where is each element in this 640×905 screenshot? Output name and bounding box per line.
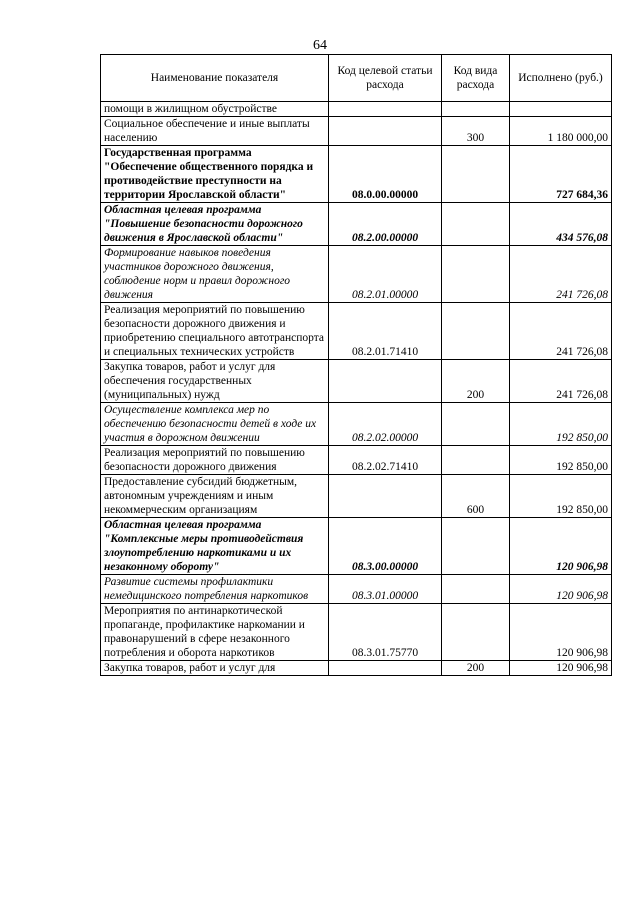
row-code-cell	[329, 475, 442, 518]
header-code: Код целевой статьи расхода	[329, 55, 442, 102]
row-code-cell: 08.2.01.00000	[329, 246, 442, 303]
row-sum-cell: 1 180 000,00	[510, 117, 612, 146]
row-name-cell: Реализация мероприятий по повышению безопасности дорожного движения	[101, 446, 329, 475]
header-name: Наименование показателя	[101, 55, 329, 102]
table-row	[101, 575, 612, 604]
row-code-cell: 08.2.02.71410	[329, 446, 442, 475]
header-sum: Исполнено (руб.)	[510, 55, 612, 102]
row-code-cell	[329, 117, 442, 146]
table-row	[101, 117, 612, 146]
row-sum-cell: 241 726,08	[510, 303, 612, 360]
row-vid-cell	[442, 146, 510, 203]
table-row	[101, 146, 612, 203]
row-sum-cell: 241 726,08	[510, 246, 612, 303]
table-row	[101, 403, 612, 446]
table-row	[101, 203, 612, 246]
row-sum-cell: 727 684,36	[510, 146, 612, 203]
table-body	[101, 102, 612, 676]
row-vid-cell	[442, 446, 510, 475]
row-sum-cell	[510, 102, 612, 117]
table-header-row	[101, 55, 612, 102]
page-number: 64	[313, 38, 327, 53]
budget-table	[100, 54, 612, 676]
row-sum-cell: 120 906,98	[510, 518, 612, 575]
row-name-cell: Закупка товаров, работ и услуг для обеспечения государственных (муниципальных) нужд	[101, 360, 329, 403]
row-code-cell	[329, 661, 442, 676]
table-row	[101, 446, 612, 475]
row-vid-cell	[442, 102, 510, 117]
table-row	[101, 246, 612, 303]
row-sum-cell: 120 906,98	[510, 575, 612, 604]
row-name-cell: Областная целевая программа "Повышение безопасности дорожного движения в Ярославской области"	[101, 203, 329, 246]
row-vid-cell	[442, 604, 510, 661]
row-sum-cell: 434 576,08	[510, 203, 612, 246]
header-vid: Код вида расхода	[442, 55, 510, 102]
row-code-cell: 08.3.01.00000	[329, 575, 442, 604]
row-code-cell	[329, 360, 442, 403]
row-vid-cell	[442, 518, 510, 575]
row-name-cell: помощи в жилищном обустройстве	[101, 102, 329, 117]
row-name-cell: Мероприятия по антинаркотической пропаганде, профилактике наркомании и правонарушений в сфере незаконного потребления и оборота наркотиков	[101, 604, 329, 661]
row-code-cell: 08.3.00.00000	[329, 518, 442, 575]
table-row	[101, 360, 612, 403]
row-sum-cell: 192 850,00	[510, 403, 612, 446]
table-row	[101, 661, 612, 676]
row-vid-cell	[442, 246, 510, 303]
row-sum-cell: 120 906,98	[510, 661, 612, 676]
row-code-cell: 08.3.01.75770	[329, 604, 442, 661]
row-vid-cell	[442, 403, 510, 446]
row-code-cell: 08.2.00.00000	[329, 203, 442, 246]
row-sum-cell: 192 850,00	[510, 446, 612, 475]
row-name-cell: Предоставление субсидий бюджетным, автономным учреждениям и иным некоммерческим организациям	[101, 475, 329, 518]
row-name-cell: Развитие системы профилактики немедицинского потребления наркотиков	[101, 575, 329, 604]
row-code-cell: 08.2.02.00000	[329, 403, 442, 446]
row-name-cell: Областная целевая программа "Комплексные меры противодействия злоупотреблению наркотиками и их незаконному обороту"	[101, 518, 329, 575]
row-name-cell: Закупка товаров, работ и услуг для	[101, 661, 329, 676]
row-vid-cell	[442, 203, 510, 246]
row-name-cell: Реализация мероприятий по повышению безопасности дорожного движения и приобретению специального автотранспорта и специальных технических устройств	[101, 303, 329, 360]
row-name-cell: Формирование навыков поведения участников дорожного движения, соблюдение норм и правил дорожного движения	[101, 246, 329, 303]
row-sum-cell: 241 726,08	[510, 360, 612, 403]
row-vid-cell: 300	[442, 117, 510, 146]
row-vid-cell: 200	[442, 360, 510, 403]
table-row	[101, 475, 612, 518]
row-sum-cell: 120 906,98	[510, 604, 612, 661]
row-name-cell: Социальное обеспечение и иные выплаты населению	[101, 117, 329, 146]
table-row	[101, 518, 612, 575]
table-row	[101, 604, 612, 661]
row-vid-cell	[442, 303, 510, 360]
row-name-cell: Осуществление комплекса мер по обеспечению безопасности детей в ходе их участия в дорожном движении	[101, 403, 329, 446]
table-row	[101, 303, 612, 360]
row-vid-cell: 200	[442, 661, 510, 676]
row-code-cell: 08.0.00.00000	[329, 146, 442, 203]
table-row	[101, 102, 612, 117]
row-vid-cell: 600	[442, 475, 510, 518]
row-vid-cell	[442, 575, 510, 604]
row-code-cell: 08.2.01.71410	[329, 303, 442, 360]
row-code-cell	[329, 102, 442, 117]
row-sum-cell: 192 850,00	[510, 475, 612, 518]
row-name-cell: Государственная программа "Обеспечение общественного порядка и противодействие преступности на территории Ярославской области"	[101, 146, 329, 203]
